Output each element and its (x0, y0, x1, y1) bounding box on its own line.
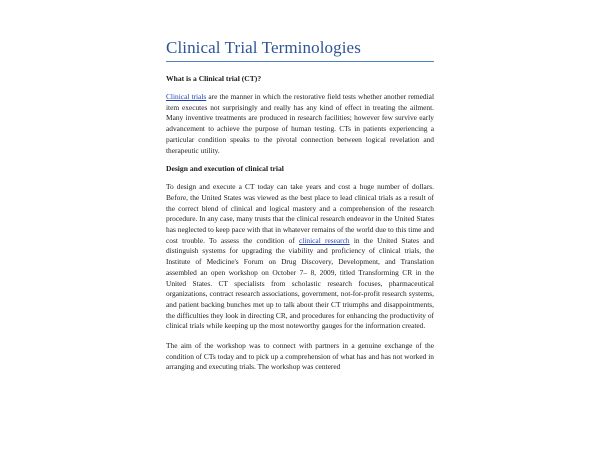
section-heading-design-execution: Design and execution of clinical trial (166, 164, 284, 174)
paragraph-workshop-aim: The aim of the workshop was to connect with partners in a genuine exchange of the condition of CTs today and to pick up a comprehension of what has and has not worked in arranging and executing trials. The workshop was centered (166, 341, 434, 372)
paragraph-design-text-before-link: To design and execute a CT today can take years and cost a huge number of dollars. Before, the United States was viewed as the best place to lead clinical trials as a result of the correct blend of clinical and logical mastery and a comprehension of the research procedure. In any case, many trusts that the clinical research endeavor in the United States has neglected to keep pace with that in whatever remains of the world due to this time and cost trouble. To assess the condition of (166, 182, 434, 245)
clinical-research-link[interactable]: clinical research (299, 235, 350, 245)
paragraph-design-execution (166, 182, 434, 332)
clinical-trials-link[interactable]: Clinical trials (166, 92, 207, 101)
paragraph-ct-definition-text: are the manner in which the restorative field tests whether another remedial item executes not surprisingly and really has any kind of effect in treating the ailment. Many inventive treatments are produced in research facilities; however few survive early advancement to achieve the purpose of human testing. CTs in patients experiencing a particular condition speaks to the pivotal connection between logical revelation and therapeutic utility. (166, 92, 434, 155)
paragraph-ct-definition (166, 92, 434, 156)
paragraph-design-text-after-link: in the United States and distinguish systems for upgrading the viability and proficiency of clinical trials, the Institute of Medicine's Forum on Drug Discovery, Development, and Translation assembled an open workshop on October 7– 8, 2009, titled Transforming CR in the United States. CT specialists from scholastic research focuses, pharmaceutical organizations, contract research associations, government, not-for-profit research systems, and patient backing bunches met up to talk about their CT triumphs and disappointments, the difficulties they look in directing CR, and procedures for enhancing the productivity of clinical trials while keeping up the most noteworthy gauges for the information created. (166, 235, 434, 331)
document-page (166, 38, 434, 373)
section-heading-what-is-ct: What is a Clinical trial (CT)? (166, 74, 262, 83)
document-title: Clinical Trial Terminologies (166, 38, 434, 62)
